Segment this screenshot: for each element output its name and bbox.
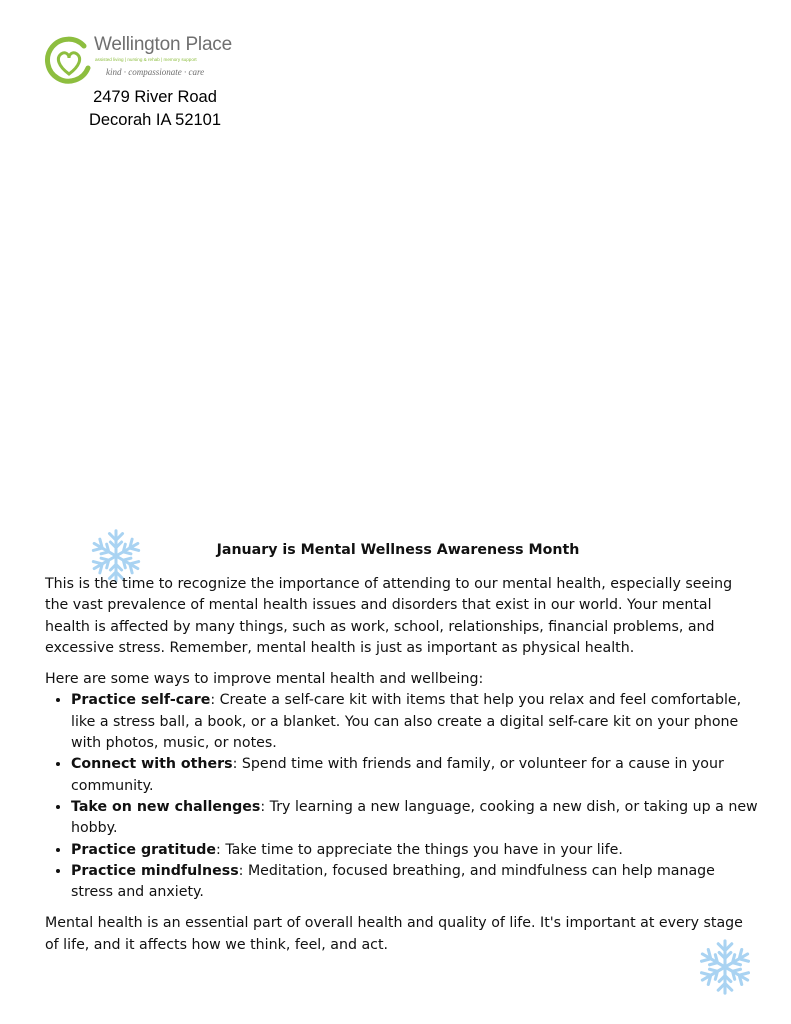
list-item <box>71 840 759 861</box>
address-block <box>60 86 250 132</box>
wellington-place-logo <box>44 32 254 86</box>
heart-ring-logo-icon <box>44 34 94 84</box>
list-item <box>71 861 759 904</box>
tip-term: Take on new challenges <box>71 798 261 815</box>
address-street: 2479 River Road <box>93 88 217 106</box>
tip-text: : Take time to appreciate the things you have in your life. <box>216 841 623 858</box>
tip-text: : Try learning a new language, cooking a new dish, or taking up a new hobby. <box>71 798 758 837</box>
tip-term: Connect with others <box>71 756 233 773</box>
tip-text: : Meditation, focused breathing, and mindfulness can help manage stress and anxiety. <box>71 862 715 901</box>
logo-name: Wellington Place <box>94 34 232 55</box>
article-title: January is Mental Wellness Awareness Month <box>216 542 580 558</box>
tip-term: Practice self-care <box>71 692 211 709</box>
list-item <box>71 797 759 840</box>
list-item <box>71 690 759 754</box>
address-city: Decorah IA 52101 <box>88 111 222 129</box>
tip-text: : Spend time with friends and family, or volunteer for a cause in your community. <box>71 756 724 794</box>
list-item <box>71 754 759 797</box>
logo-tagline: kind · compassionate · care <box>106 67 205 77</box>
tip-term: Practice mindfulness <box>71 862 239 879</box>
closing-paragraph: Mental health is an essential part of overall health and quality of life. It's important at every stage of life, and it affects how we think, feel, and act. <box>45 915 743 953</box>
tips-list <box>45 690 759 903</box>
list-intro: Here are some ways to improve mental health and wellbeing: <box>45 671 484 688</box>
intro-paragraph: This is the time to recognize the importance of attending to our mental health, especially seeing the vast prevalence of mental health issues and disorders that exist in our world. Your mental health is affected by many things, such as work, school, relationships, financial problems, and excessive stress. Remember, mental health is just as important as physical health. <box>45 576 733 656</box>
tip-text: : Create a self-care kit with items that help you relax and feel comfortable, like a stress ball, a book, or a blanket. You can also create a digital self-care kit on your phone with photos, music, or notes. <box>71 692 742 752</box>
tip-term: Practice gratitude <box>71 841 217 858</box>
article-body <box>45 574 759 966</box>
logo-services: assisted living | nursing & rehab | memory support <box>95 57 197 62</box>
